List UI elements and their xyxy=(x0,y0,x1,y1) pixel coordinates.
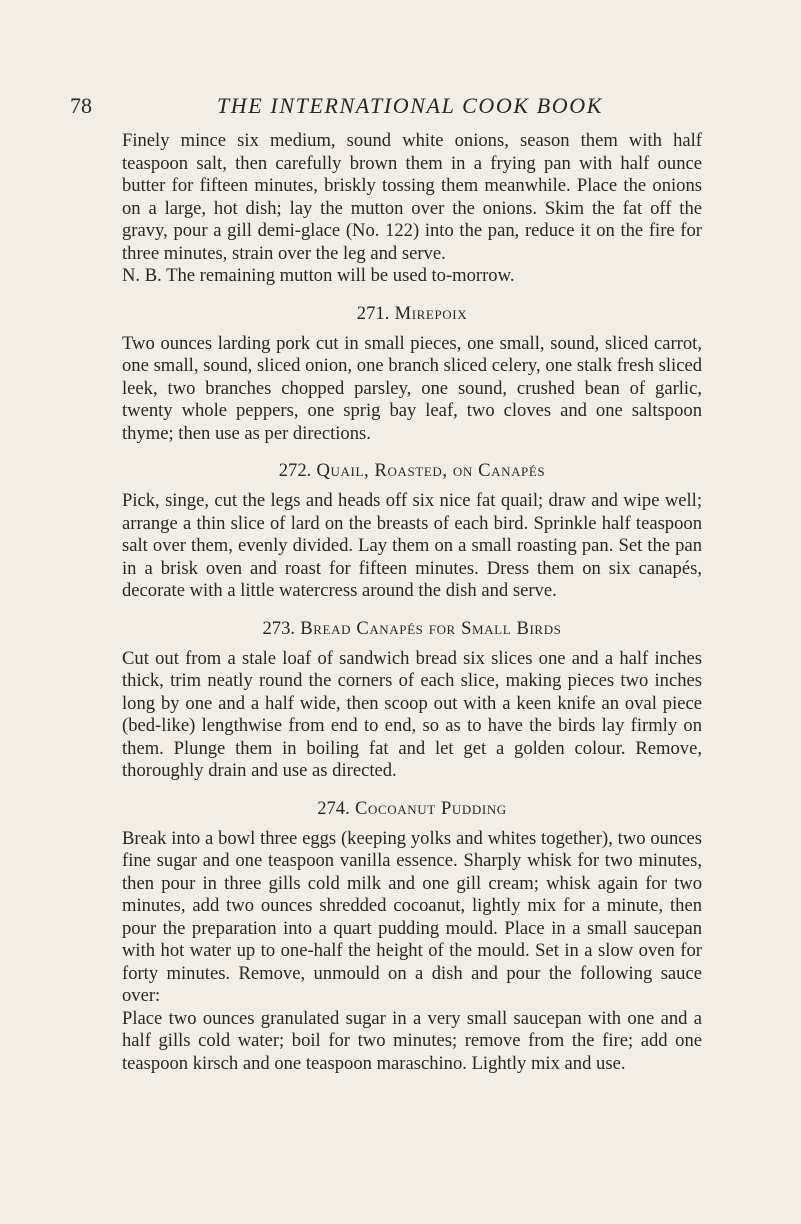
running-title: THE INTERNATIONAL COOK BOOK xyxy=(216,93,604,118)
recipe-heading-271 xyxy=(122,303,702,325)
recipe-number: 272. xyxy=(278,460,312,481)
recipe-number: 271. xyxy=(356,302,390,324)
recipe-title: Quail, Roasted, on Canapés xyxy=(316,460,546,481)
running-head xyxy=(70,92,730,120)
page-number: 78 xyxy=(70,93,92,118)
recipe-heading-273 xyxy=(122,618,702,640)
recipe-paragraph: Two ounces larding pork cut in small pieces, one small, sound, sliced carrot, one small, sound, sliced onion, one branch sliced celery, one stalk fresh sliced leek, two branches chopped parsley, one sound, crushed bean of garlic, twenty whole peppers, one sprig bay leaf, two cloves and one saltspoon thyme; then use as per directions. xyxy=(122,332,702,444)
recipe-title: Mirepoix xyxy=(394,302,468,324)
sauce-paragraph: Place two ounces granulated sugar in a very small saucepan with one and a half gills cold water; boil for two minutes; remove from the fire; add one teaspoon kirsch and one teaspoon maraschino. Lightly mix and use. xyxy=(122,1007,702,1074)
recipe-paragraph: Break into a bowl three eggs (keeping yolks and whites together), two ounces fine sugar and one teaspoon vanilla essence. Sharply whisk for two minutes, then pour in three gills cold milk and one gill cream; whisk again for two minutes, add two ounces shredded cocoanut, lightly mix for a minute, then pour the preparation into a quart pudding mould. Place in a small saucepan with hot water up to one-half the height of the mould. Set in a slow oven for forty minutes. Remove, unmould on a dish and pour the following sauce over: xyxy=(122,827,702,1006)
recipe-number: 273. xyxy=(262,617,296,639)
recipe-heading-272 xyxy=(122,460,702,482)
recipe-number: 274. xyxy=(317,797,350,819)
intro-note: N. B. The remaining mutton will be used to-morrow. xyxy=(122,265,515,286)
intro-paragraph: Finely mince six medium, sound white onions, season them with half teaspoon salt, then carefully brown them in a frying pan with half ounce butter for fifteen minutes, briskly tossing them meanwhile. Place the onions on a large, hot dish; lay the mutton over the onions. Skim the fat off the gravy, pour a gill demi-glace (No. 122) into the pan, reduce it on the fire for three minutes, strain over the leg and serve. xyxy=(122,130,702,264)
recipe-title: Bread Canapés for Small Birds xyxy=(300,617,562,639)
page-body xyxy=(122,130,702,1075)
recipe-paragraph: Cut out from a stale loaf of sandwich bread six slices one and a half inches thick, trim neatly round the corners of each slice, making pieces two inches long by one and a half wide, then scoop out with a keen knife an oval piece (bed-like) lengthwise from end to end, so as to have the birds lay firmly on them. Plunge them in boiling fat and let get a golden colour. Remove, thoroughly drain and use as directed. xyxy=(122,647,702,781)
recipe-paragraph: Pick, singe, cut the legs and heads off six nice fat quail; draw and wipe well; arrange a thin slice of lard on the breasts of each bird. Sprinkle half teaspoon salt over them, evenly divided. Lay them on a small roasting pan. Set the pan in a brisk oven and roast for fifteen minutes. Dress them on six canapés, decorate with a little watercress around the dish and serve. xyxy=(122,490,702,601)
recipe-heading-274 xyxy=(122,798,702,820)
recipe-title: Cocoanut Pudding xyxy=(354,797,507,819)
